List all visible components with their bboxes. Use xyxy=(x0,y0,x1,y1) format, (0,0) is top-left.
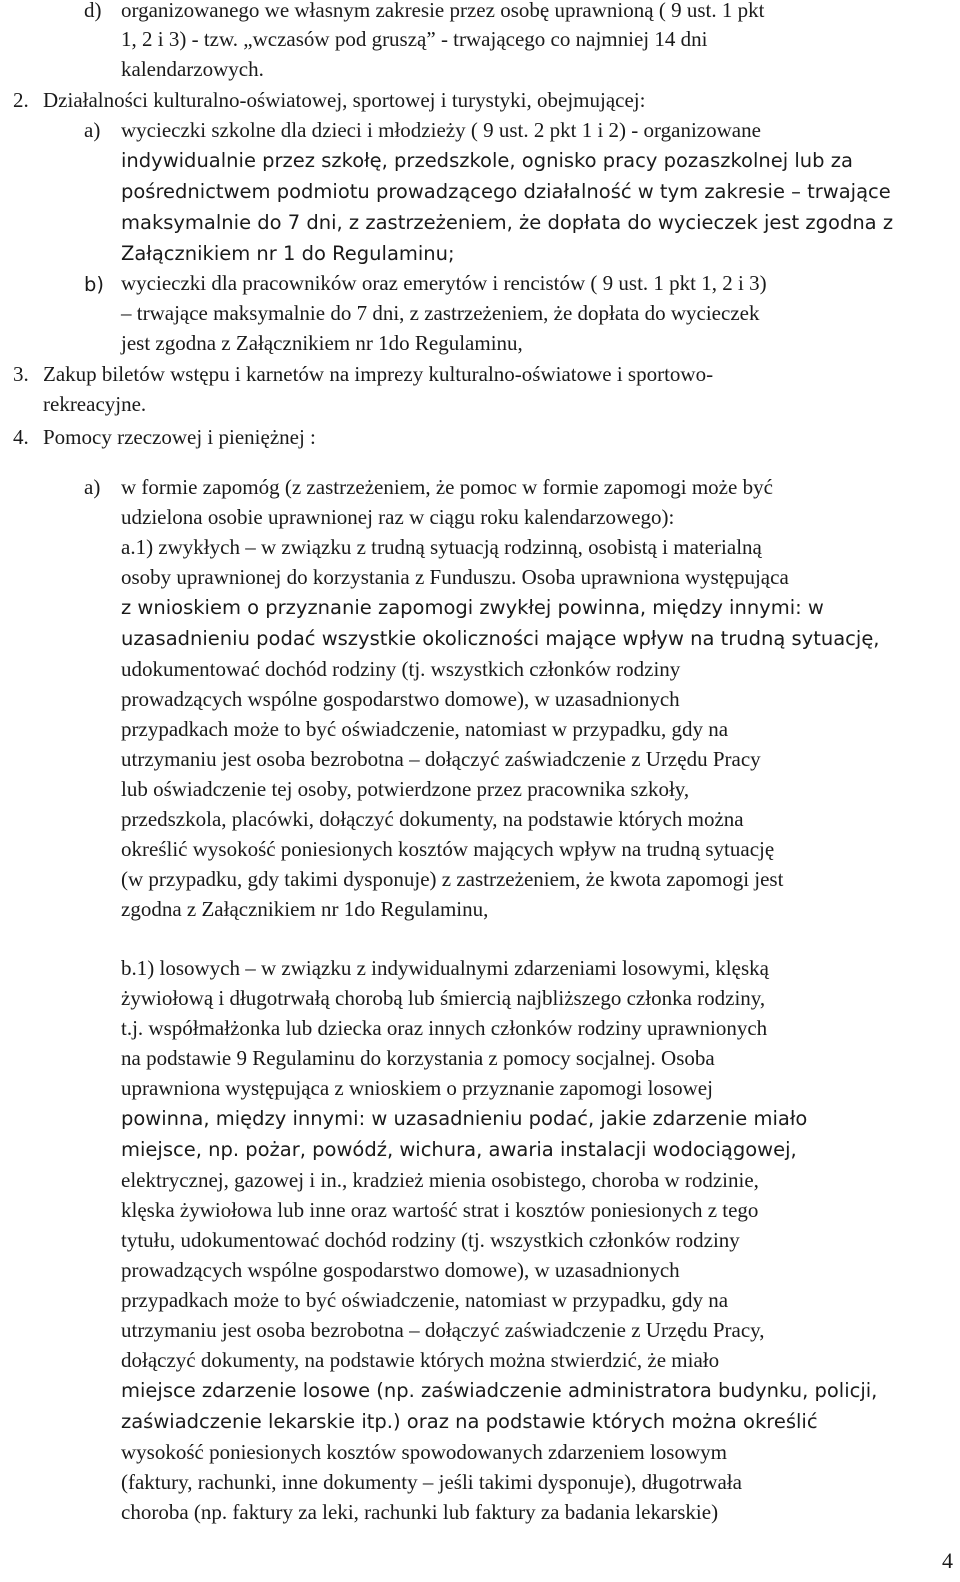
text-line: prowadzących wspólne gospodarstwo domowe), w uzasadnionych xyxy=(121,1258,680,1282)
text-line: prowadzących wspólne gospodarstwo domowe), w uzasadnionych xyxy=(121,687,680,711)
text-line: organizowanego we własnym zakresie przez osobę uprawnioną ( 9 ust. 1 pkt xyxy=(121,0,765,22)
text-line: utrzymaniu jest osoba bezrobotna – dołączyć zaświadczenie z Urzędu Pracy xyxy=(121,747,761,771)
text-line: choroba (np. faktury za leki, rachunki lub faktury za badania lekarskie) xyxy=(121,1500,719,1524)
text-line: Załącznikiem nr 1 do Regulaminu; xyxy=(121,242,455,265)
text-line: żywiołową i długotrwałą chorobą lub śmiercią najbliższego członka rodziny, xyxy=(121,986,766,1010)
section-number: 3. xyxy=(13,362,29,386)
text-line: elektrycznej, gazowej i in., kradzież mienia osobistego, choroba w rodzinie, xyxy=(121,1168,759,1192)
item-marker: a) xyxy=(84,118,101,142)
text-line: z wnioskiem o przyznanie zapomogi zwykłej powinna, między innymi: w xyxy=(121,596,824,619)
text-line: uprawniona występująca z wnioskiem o przyznanie zapomogi losowej xyxy=(121,1076,713,1100)
section-heading: Działalności kulturalno-oświatowej, sportowej i turystyki, obejmującej: xyxy=(43,88,646,112)
text-line: kalendarzowych. xyxy=(121,57,264,81)
text-line: uzasadnieniu podać wszystkie okoliczności mające wpływ na trudną sytuację, xyxy=(121,627,880,650)
text-line: – trwające maksymalnie do 7 dni, z zastrzeżeniem, że dopłata do wycieczek xyxy=(121,301,760,325)
text-line: pośrednictwem podmiotu prowadzącego działalność w tym zakresie – trwające xyxy=(121,180,891,203)
text-line: (w przypadku, gdy takimi dysponuje) z zastrzeżeniem, że kwota zapomogi jest xyxy=(121,867,784,891)
text-line: tytułu, udokumentować dochód rodziny (tj. wszystkich członków rodziny xyxy=(121,1228,740,1252)
page-number: 4 xyxy=(942,1548,953,1573)
text-line: zgodna z Załącznikiem nr 1do Regulaminu, xyxy=(121,897,489,921)
text-line: indywidualnie przez szkołę, przedszkole, ognisko pracy pozaszkolnej lub za xyxy=(121,149,853,172)
text-line: maksymalnie do 7 dni, z zastrzeżeniem, że dopłata do wycieczek jest zgodna z xyxy=(121,211,894,234)
text-line: na podstawie 9 Regulaminu do korzystania z pomocy socjalnej. Osoba xyxy=(121,1046,715,1070)
text-line: udzielona osobie uprawnionej raz w ciągu roku kalendarzowego): xyxy=(121,505,675,529)
text-line: wycieczki dla pracowników oraz emerytów i rencistów ( 9 ust. 1 pkt 1, 2 i 3) xyxy=(121,271,767,295)
text-line: (faktury, rachunki, inne dokumenty – jeśli takimi dysponuje), długotrwała xyxy=(121,1470,742,1494)
section-heading: Pomocy rzeczowej i pieniężnej : xyxy=(43,425,316,449)
text-line: jest zgodna z Załącznikiem nr 1do Regulaminu, xyxy=(121,331,523,355)
text-line: przypadkach może to być oświadczenie, natomiast w przypadku, gdy na xyxy=(121,1288,729,1312)
section-number: 2. xyxy=(13,88,29,112)
text-line: wysokość poniesionych kosztów spowodowanych zdarzeniem losowym xyxy=(121,1440,727,1464)
text-line: klęska żywiołowa lub inne oraz wartość strat i kosztów poniesionych z tego xyxy=(121,1198,759,1222)
text-line: określić wysokość poniesionych kosztów mających wpływ na trudną sytuację xyxy=(121,837,775,861)
text-line: a.1) zwykłych – w związku z trudną sytuacją rodzinną, osobistą i materialną xyxy=(121,535,762,559)
text-line: 1, 2 i 3) - tzw. „wczasów pod gruszą” - trwającego co najmniej 14 dni xyxy=(121,27,708,51)
text-line: t.j. współmałżonka lub dziecka oraz innych członków rodziny uprawnionych xyxy=(121,1016,768,1040)
text-line: utrzymaniu jest osoba bezrobotna – dołączyć zaświadczenie z Urzędu Pracy, xyxy=(121,1318,765,1342)
section-number: 4. xyxy=(13,425,29,449)
text-line: miejsce zdarzenie losowe (np. zaświadczenie administratora budynku, policji, xyxy=(121,1379,878,1402)
text-line: Zakup biletów wstępu i karnetów na imprezy kulturalno-oświatowe i sportowo- xyxy=(43,362,714,386)
text-line: wycieczki szkolne dla dzieci i młodzieży ( 9 ust. 2 pkt 1 i 2) - organizowane xyxy=(121,118,761,142)
text-line: przedszkola, placówki, dołączyć dokumenty, na podstawie których można xyxy=(121,807,744,831)
item-d-marker: d) xyxy=(84,0,102,22)
text-line: zaświadczenie lekarskie itp.) oraz na podstawie których można określić xyxy=(121,1410,818,1433)
text-line: powinna, między innymi: w uzasadnieniu podać, jakie zdarzenie miało xyxy=(121,1107,808,1130)
text-line: dołączyć dokumenty, na podstawie których można stwierdzić, że miało xyxy=(121,1348,720,1372)
item-marker: b) xyxy=(84,273,104,296)
text-line: miejsce, np. pożar, powódź, wichura, awaria instalacji wodociągowej, xyxy=(121,1138,797,1161)
item-marker: a) xyxy=(84,475,101,499)
text-line: w formie zapomóg (z zastrzeżeniem, że pomoc w formie zapomogi może być xyxy=(121,475,773,499)
text-line: b.1) losowych – w związku z indywidualnymi zdarzeniami losowymi, klęską xyxy=(121,956,769,980)
text-line: rekreacyjne. xyxy=(43,392,147,416)
text-line: przypadkach może to być oświadczenie, natomiast w przypadku, gdy na xyxy=(121,717,729,741)
text-line: lub oświadczenie tej osoby, potwierdzone przez pracownika szkoły, xyxy=(121,777,690,801)
text-line: osoby uprawnionej do korzystania z Funduszu. Osoba uprawniona występująca xyxy=(121,565,789,589)
text-line: udokumentować dochód rodziny (tj. wszystkich członków rodziny xyxy=(121,657,681,681)
